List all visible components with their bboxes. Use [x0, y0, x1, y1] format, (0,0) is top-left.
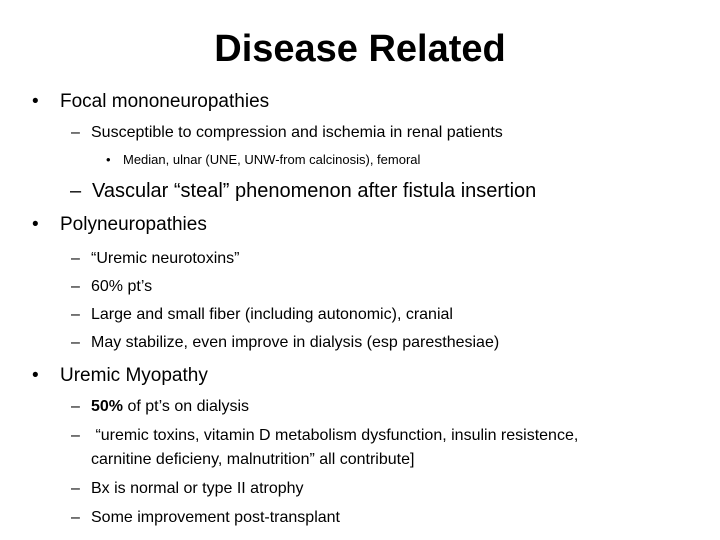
bullet-label: Focal mononeuropathies: [60, 91, 270, 112]
sub-item-text: Large and small fiber (including autonomic), cranial: [91, 306, 453, 323]
bullet-marker: •: [32, 214, 39, 235]
bullet-label: Polyneuropathies: [60, 214, 207, 235]
sub-item-text: 60% pt’s: [91, 278, 153, 295]
percent-value: 50%: [91, 398, 124, 415]
sub-sub-item-text: Median, ulnar (UNE, UNW-from calcinosis), femoral: [123, 152, 421, 167]
sub-item-text: May stabilize, even improve in dialysis (esp paresthesiae): [91, 334, 500, 351]
sub-item-text: “Uremic neurotoxins”: [91, 250, 240, 267]
dash-marker: –: [70, 180, 82, 202]
slide-title: Disease Related: [214, 28, 506, 70]
dash-marker: –: [71, 250, 80, 267]
small-bullet-marker: •: [106, 152, 111, 167]
dash-marker: –: [71, 427, 80, 444]
dash-marker: –: [71, 278, 80, 295]
sub-item-text: Susceptible to compression and ischemia in renal patients: [91, 124, 503, 141]
bullet-label: Uremic Myopathy: [60, 365, 208, 386]
dash-marker: –: [71, 480, 80, 497]
sub-item-text: “uremic toxins, vitamin D metabolism dysfunction, insulin resistence,: [91, 427, 579, 444]
sub-item-text: [91, 396, 249, 417]
bullet-marker: •: [32, 91, 39, 112]
sub-item-text: Vascular “steal” phenomenon after fistula insertion: [92, 180, 537, 202]
dash-marker: –: [71, 398, 80, 415]
sub-item-text: Bx is normal or type II atrophy: [91, 480, 304, 497]
percent-rest: of pt’s on dialysis: [123, 398, 250, 415]
dash-marker: –: [71, 509, 80, 526]
dash-marker: –: [71, 306, 80, 323]
dash-marker: –: [71, 124, 80, 141]
bullet-marker: •: [32, 365, 39, 386]
dash-marker: –: [71, 334, 80, 351]
sub-item-causes-continued: carnitine deficieny, malnutrition” all contribute]: [91, 451, 415, 468]
sub-item-text: Some improvement post-transplant: [91, 509, 340, 526]
